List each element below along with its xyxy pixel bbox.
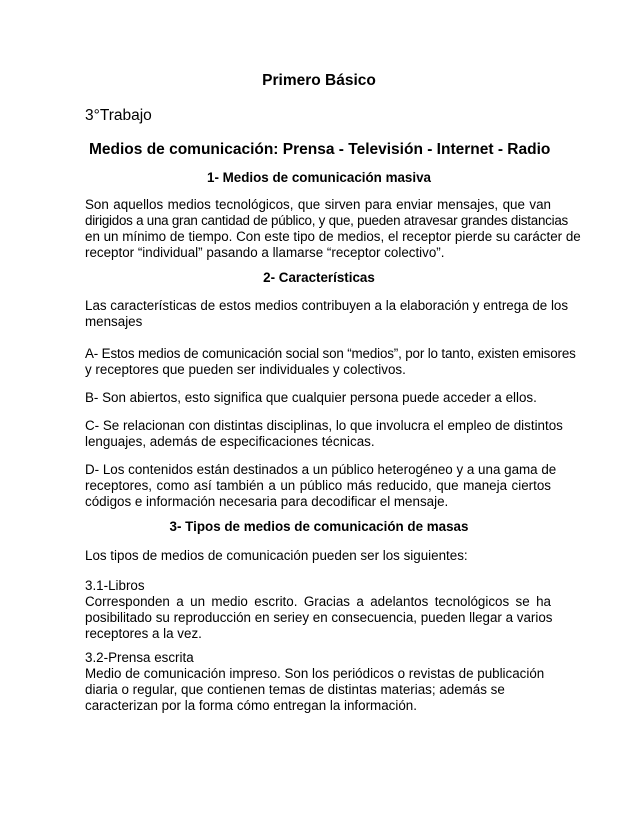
section-1-title: 1- Medios de comunicación masiva [207, 170, 431, 185]
section-2-title: 2- Características [263, 270, 375, 285]
paragraph-line: caracterizan por la forma cómo entregan la información. [85, 698, 417, 713]
paragraph-line: y receptores que pueden ser individuales y colectivos. [85, 362, 406, 377]
paragraph-line: mensajes [85, 314, 143, 329]
section-3-title: 3- Tipos de medios de comunicación de masas [169, 519, 469, 534]
paragraph-line: D- Los contenidos están destinados a un público heterogéneo y a una gama de [85, 462, 557, 477]
paragraph-line: receptor “individual” pasando a llamarse “receptor colectivo”. [85, 245, 445, 260]
paragraph-line: receptores, como así también a un público más reducido, que maneja ciertos [85, 478, 551, 493]
paragraph-line: B- Son abiertos, esto significa que cualquier persona puede acceder a ellos. [85, 390, 537, 405]
paragraph-line: Corresponden a un medio escrito. Gracias a adelantos tecnológicos se ha [85, 594, 551, 609]
paragraph-line: lenguajes, además de especificaciones técnicas. [85, 434, 375, 449]
paragraph-line: códigos e información necesaria para decodificar el mensaje. [85, 494, 449, 509]
subsection-title: 3.1-Libros [85, 578, 145, 593]
paragraph-line: A- Estos medios de comunicación social son “medios”, por lo tanto, existen emisores [85, 346, 576, 361]
paragraph-line: diaria o regular, que contienen temas de distintas materias; además se [85, 682, 505, 697]
paragraph-line: Medio de comunicación impreso. Son los periódicos o revistas de publicación [85, 666, 545, 681]
paragraph-line: C- Se relacionan con distintas disciplinas, lo que involucra el empleo de distintos [85, 418, 563, 433]
assignment-number: 3°Trabajo [85, 107, 152, 124]
document-title: Primero Básico [262, 72, 376, 89]
paragraph-line: Los tipos de medios de comunicación pueden ser los siguientes: [85, 548, 468, 563]
paragraph-line: Las características de estos medios contribuyen a la elaboración y entrega de los [85, 298, 569, 313]
paragraph-line: dirigidos a una gran cantidad de público, y que, pueden atravesar grandes distancias [85, 213, 568, 228]
paragraph-line: posibilitado su reproducción en seriey en consecuencia, pueden llegar a varios [85, 610, 553, 625]
paragraph-line: Son aquellos medios tecnológicos, que sirven para enviar mensajes, que van [85, 197, 551, 212]
subsection-title: 3.2-Prensa escrita [85, 650, 194, 665]
main-heading: Medios de comunicación: Prensa - Televisión - Internet - Radio [89, 141, 551, 158]
paragraph-line: receptores a la vez. [85, 626, 202, 641]
paragraph-line: en un mínimo de tiempo. Con este tipo de medios, el receptor pierde su carácter de [85, 229, 581, 244]
